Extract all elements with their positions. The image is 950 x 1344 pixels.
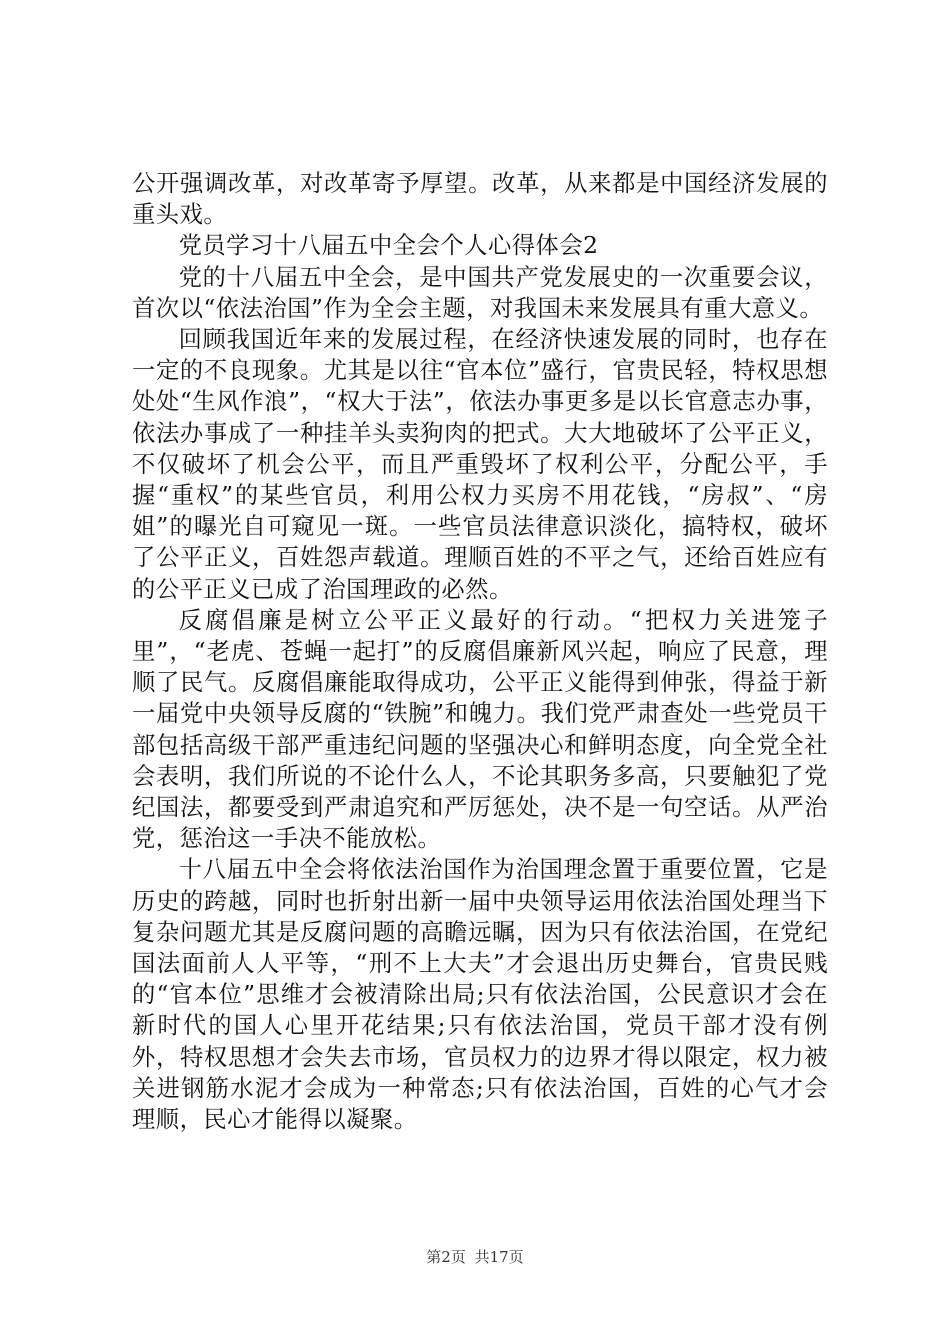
page-footer [0,1246,950,1267]
paragraph-continuation: 公开强调改革，对改革寄予厚望。改革，从来都是中国经济发展的重头戏。 [132,170,828,229]
page-total: 共17页 [474,1248,524,1266]
paragraph: 反腐倡廉是树立公平正义最好的行动。“把权力关进笼子里”，“老虎、苍蝇一起打”的反腐倡廉新风兴起，响应了民意，理顺了民气。反腐倡廉能取得成功，公平正义能得到伸张，得益于新一届党中央领导反腐的“铁腕”和魄力。我们党严肃查处一些党员干部包括高级干部严重违纪问题的坚强决心和鲜明态度，向全党全社会表明，我们所说的不论什么人，不论其职务多高，只要触犯了党纪国法，都要受到严肃追究和严厉惩处，决不是一句空话。从严治党，惩治这一手决不能放松。 [132,606,828,853]
paragraph: 十八届五中全会将依法治国作为治国理念置于重要位置，它是历史的跨越，同时也折射出新一届中央领导运用依法治国处理当下复杂问题尤其是反腐问题的高瞻远瞩，因为只有依法治国，在党纪国法面前人人平等，“刑不上大夫”才会退出历史舞台，官贵民贱的“官本位”思维才会被清除出局;只有依法治国，公民意识才会在新时代的国人心里开花结果;只有依法治国，党员干部才没有例外，特权思想才会失去市场，官员权力的边界才得以限定，权力被关进钢筋水泥才会成为一种常态;只有依法治国，百姓的心气才会理顺，民心才能得以凝聚。 [132,856,828,1134]
page-number: 第2页 [426,1248,466,1266]
paragraph: 党的十八届五中全会，是中国共产党发展史的一次重要会议，首次以“依法治国”作为全会主题，对我国未来发展具有重大意义。 [132,263,828,322]
paragraph: 回顾我国近年来的发展过程，在经济快速发展的同时，也存在一定的不良现象。尤其是以往“官本位”盛行，官贵民轻，特权思想处处“生风作浪”，“权大于法”，依法办事更多是以长官意志办事，依法办事成了一种挂羊头卖狗肉的把式。大大地破坏了公平正义，不仅破坏了机会公平，而且严重毁坏了权利公平，分配公平，手握“重权”的某些官员，利用公权力买房不用花钱，“房叔”、“房姐”的曝光自可窥见一斑。一些官员法律意识淡化，搞特权，破坏了公平正义，百姓怨声载道。理顺百姓的不平之气，还给百姓应有的公平正义已成了治国理政的必然。 [132,326,828,603]
section-heading: 党员学习十八届五中全会个人心得体会2 [178,232,599,260]
document-body [132,168,828,1135]
